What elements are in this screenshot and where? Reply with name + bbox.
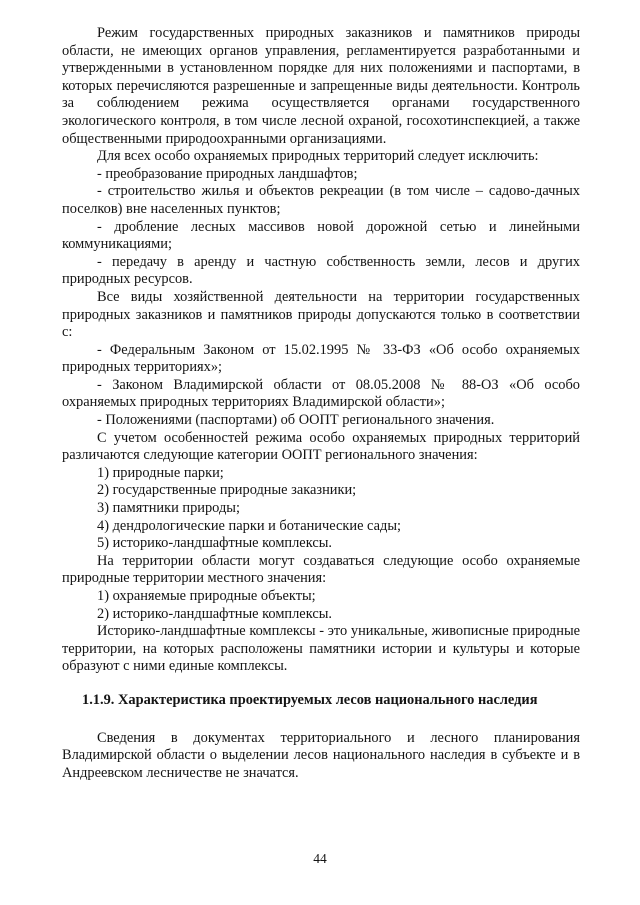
paragraph-exclusions-intro: Для всех особо охраняемых природных территорий следует исключить: bbox=[97, 148, 539, 165]
list-item: - преобразование природных ландшафтов; bbox=[97, 165, 358, 182]
list-item: 5) историко-ландшафтные комплексы. bbox=[97, 535, 332, 552]
list-item: 4) дендрологические парки и ботанические сады; bbox=[97, 517, 401, 534]
list-item: - Положениями (паспортами) об ООПТ регионального значения. bbox=[97, 412, 495, 429]
list-item: - передачу в аренду и частную собственность земли, лесов и других природных ресурсов. bbox=[62, 253, 580, 288]
section-spacer bbox=[62, 710, 580, 730]
paragraph-historical-complexes: Историко-ландшафтные комплексы - это уникальные, живописные природные территории, на которых расположены памятники истории и культуры и которые образуют с ними единые комплексы. bbox=[62, 623, 580, 675]
list-item: 2) историко-ландшафтные комплексы. bbox=[97, 605, 332, 622]
paragraph-local-territories: На территории области могут создаваться следующие особо охраняемые природные территории местного значения: bbox=[62, 552, 580, 587]
list-item: - строительство жилья и объектов рекреации (в том числе – садово-дачных поселков) вне населенных пунктов; bbox=[62, 183, 580, 217]
paragraph-reserve-regime: Режим государственных природных заказников и памятников природы области, не имеющих органов управления, регламентируется разработанными и утвержденными в установленном порядке для них положениями и паспортами, в которых перечисляются разрешенные и запрещенные виды деятельности. Контроль за соблюдением режима осуществляется органами государственного экологического контроля, в том числе лесной охраной, госохотинспекцией, а также общественными природоохранными организациями. bbox=[62, 25, 580, 147]
list-item: 2) государственные природные заказники; bbox=[97, 482, 357, 499]
paragraph-permitted-activities: Все виды хозяйственной деятельности на территории государственных природных заказников и памятников природы допускаются только в соответствии с: bbox=[62, 288, 580, 341]
paragraph-regional-categories: С учетом особенностей режима особо охраняемых природных территорий различаются следующие категории ООПТ регионального значения: bbox=[62, 429, 580, 464]
page-number: 44 bbox=[313, 851, 327, 866]
list-item: 1) природные парки; bbox=[97, 464, 224, 481]
list-item: - дробление лесных массивов новой дорожной сетью и линейными коммуникациями; bbox=[62, 218, 580, 253]
page-content bbox=[62, 25, 580, 782]
list-item: - Федеральным Законом от 15.02.1995 № 33-ФЗ «Об особо охраняемых природных территориях»; bbox=[62, 341, 580, 376]
list-item: 3) памятники природы; bbox=[97, 500, 240, 517]
paragraph-national-heritage: Сведения в документах территориального и лесного планирования Владимирской области о выделении лесов национального наследия в субъекте и в Андреевском лесничестве не значатся. bbox=[62, 729, 580, 781]
list-item: 1) охраняемые природные объекты; bbox=[97, 588, 316, 604]
section-heading: 1.1.9. Характеристика проектируемых лесов национального наследия bbox=[82, 691, 538, 708]
list-item: - Законом Владимирской области от 08.05.2008 № 88-ОЗ «Об особо охраняемых природных территориях Владимирской области»; bbox=[62, 376, 580, 411]
